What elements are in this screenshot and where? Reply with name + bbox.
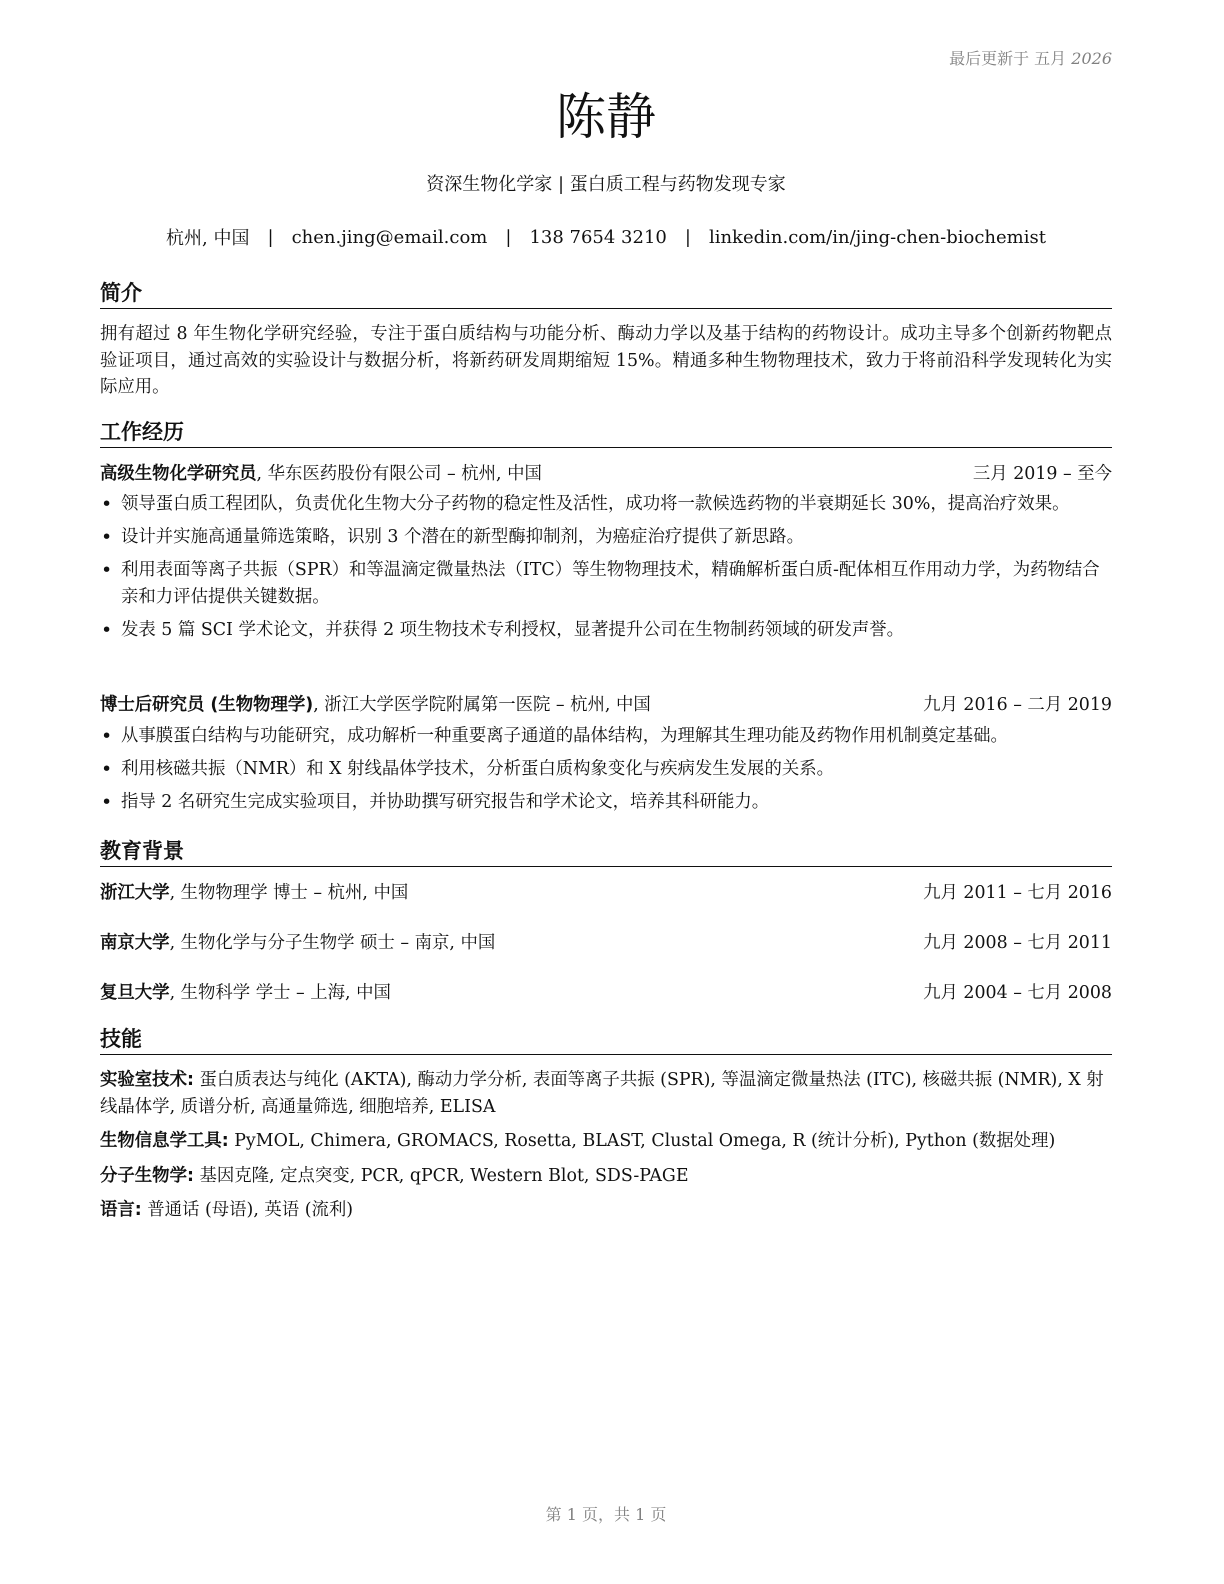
- degree-detail: , 生物科学 学士 – 上海, 中国: [169, 983, 391, 1003]
- contact-email[interactable]: chen.jing@email.com: [291, 226, 488, 248]
- last-updated-label: 最后更新于 五月: [949, 49, 1067, 68]
- contact-separator: |: [505, 226, 512, 248]
- experience-bullets: [100, 723, 1112, 822]
- education-entry: [100, 880, 1112, 906]
- education-dates: 九月 2011 – 七月 2016: [923, 883, 1112, 903]
- experience-entry-header: [100, 461, 1112, 487]
- summary-text: 拥有超过 8 年生物化学研究经验，专注于蛋白质结构与功能分析、酶动力学以及基于结构的药物设计。成功主导多个创新药物靶点验证项目，通过高效的实验设计与数据分析，将新药研发周期缩短 15%。精通多种生物物理技术，致力于将前沿科学发现转化为实际应用。: [100, 324, 1112, 397]
- list-item: • 从事膜蛋白结构与功能研究，成功解析一种重要离子通道的晶体结构，为理解其生理功能及药物作用机制奠定基础。: [100, 723, 1112, 750]
- list-item: • 指导 2 名研究生完成实验项目，并协助撰写研究报告和学术论文，培养其科研能力。: [100, 789, 1112, 816]
- skill-label: 实验室技术:: [100, 1070, 194, 1090]
- job-title: 高级生物化学研究员: [100, 464, 257, 484]
- education-dates: 九月 2008 – 七月 2011: [923, 933, 1112, 953]
- contact-separator: |: [267, 226, 274, 248]
- skill-label: 语言:: [100, 1200, 142, 1220]
- section-title-education: 教育背景: [100, 836, 1112, 867]
- school-name: 浙江大学: [100, 883, 170, 903]
- contact-location: 杭州, 中国: [166, 228, 250, 249]
- list-item: • 设计并实施高通量筛选策略，识别 3 个潜在的新型酶抑制剂，为癌症治疗提供了新思路。: [100, 524, 1112, 551]
- skill-row: [100, 1163, 1112, 1190]
- person-name: 陈静: [556, 88, 656, 146]
- skill-row: [100, 1067, 1112, 1120]
- contact-line: [100, 224, 1112, 250]
- contact-linkedin[interactable]: linkedin.com/in/jing-chen-biochemist: [708, 226, 1046, 248]
- experience-role: [100, 461, 542, 487]
- list-item: • 利用表面等离子共振（SPR）和等温滴定微量热法（ITC）等生物物理技术，精确解析蛋白质-配体相互作用动力学，为药物结合亲和力评估提供关键数据。: [100, 557, 1112, 610]
- education-entry: [100, 930, 1112, 956]
- degree-detail: , 生物化学与分子生物学 硕士 – 南京, 中国: [169, 933, 496, 953]
- last-updated: [949, 46, 1112, 69]
- section-title-summary: 简介: [100, 278, 1112, 309]
- skill-value: 普通话 (母语), 英语 (流利): [147, 1200, 354, 1220]
- resume-page: [100, 0, 1112, 1584]
- degree-detail: , 生物物理学 博士 – 杭州, 中国: [169, 883, 409, 903]
- job-title: 博士后研究员 (生物物理学): [100, 695, 314, 715]
- last-updated-year: 2026: [1071, 49, 1112, 68]
- education-entry: [100, 980, 1112, 1006]
- skill-row: [100, 1197, 1112, 1224]
- job-organization: , 浙江大学医学院附属第一医院 – 杭州, 中国: [313, 695, 651, 715]
- section-title-skills: 技能: [100, 1024, 1112, 1055]
- job-dates: 三月 2019 – 至今: [972, 464, 1112, 484]
- section-title-experience: 工作经历: [100, 417, 1112, 448]
- list-item: • 利用核磁共振（NMR）和 X 射线晶体学技术，分析蛋白质构象变化与疾病发生发展的关系。: [100, 756, 1112, 783]
- skill-label: 生物信息学工具:: [100, 1131, 229, 1151]
- education-degree: [100, 930, 495, 956]
- job-dates: 九月 2016 – 二月 2019: [923, 695, 1112, 715]
- list-item: • 领导蛋白质工程团队，负责优化生物大分子药物的稳定性及活性，成功将一款候选药物的半衰期延长 30%，提高治疗效果。: [100, 491, 1112, 518]
- headline: 资深生物化学家 | 蛋白质工程与药物发现专家: [426, 174, 786, 195]
- education-degree: [100, 880, 408, 906]
- skill-value: PyMOL, Chimera, GROMACS, Rosetta, BLAST, Clustal Omega, R (统计分析), Python (数据处理): [234, 1131, 1056, 1151]
- skill-value: 蛋白质表达与纯化 (AKTA), 酶动力学分析, 表面等离子共振 (SPR), 等温滴定微量热法 (ITC), 核磁共振 (NMR), X 射线晶体学, 质谱分析, 高通量筛选, 细胞培养, ELISA: [100, 1070, 1104, 1117]
- skill-row: [100, 1128, 1112, 1155]
- school-name: 南京大学: [100, 933, 170, 953]
- education-dates: 九月 2004 – 七月 2008: [923, 983, 1112, 1003]
- experience-role: [100, 692, 651, 718]
- school-name: 复旦大学: [100, 983, 170, 1003]
- experience-entry-header: [100, 692, 1112, 718]
- skill-label: 分子生物学:: [100, 1166, 194, 1186]
- job-organization: , 华东医药股份有限公司 – 杭州, 中国: [256, 464, 542, 484]
- contact-separator: |: [684, 226, 691, 248]
- education-degree: [100, 980, 391, 1006]
- skill-value: 基因克隆, 定点突变, PCR, qPCR, Western Blot, SDS-PAGE: [199, 1166, 689, 1186]
- contact-phone: 138 7654 3210: [529, 226, 667, 248]
- list-item: • 发表 5 篇 SCI 学术论文，并获得 2 项生物技术专利授权，显著提升公司在生物制药领域的研发声誉。: [100, 617, 1112, 644]
- experience-bullets: [100, 491, 1112, 650]
- page-number: 第 1 页，共 1 页: [545, 1505, 667, 1524]
